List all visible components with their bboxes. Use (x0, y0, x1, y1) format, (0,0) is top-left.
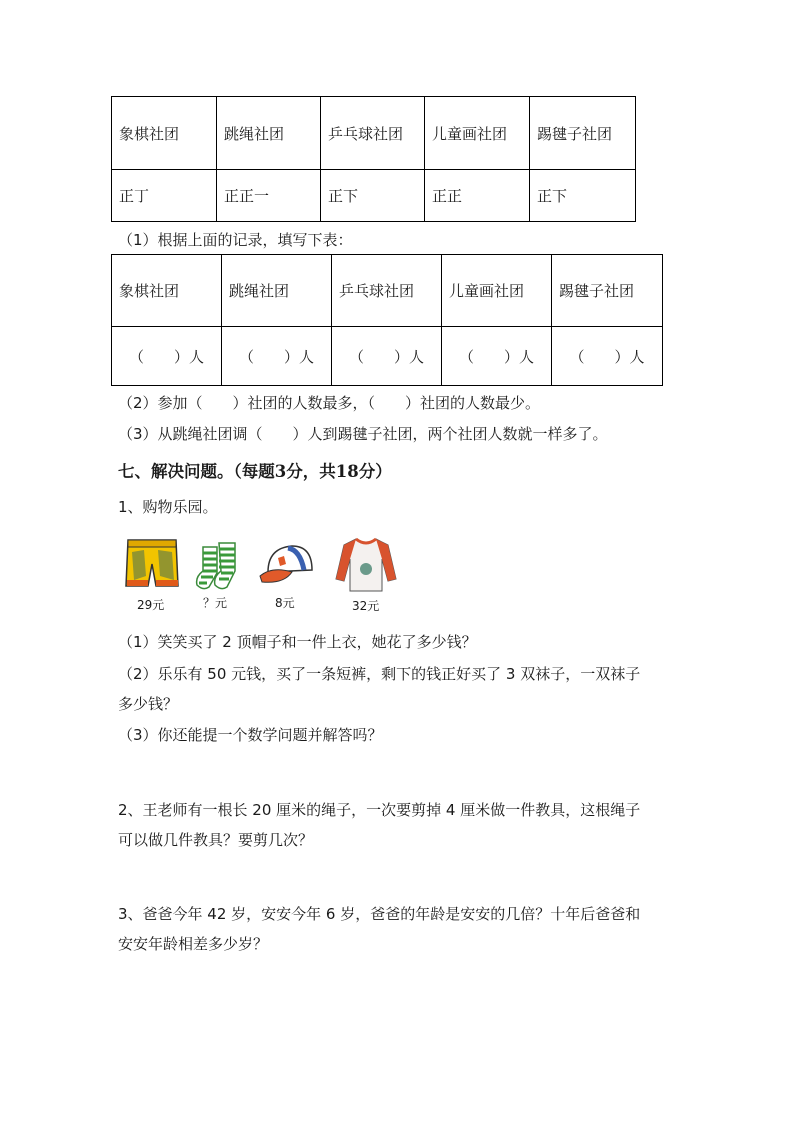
table-cell: 象棋社团 (112, 97, 217, 170)
table-cell: 跳绳社团 (222, 255, 332, 327)
table-cell: 正正 (425, 170, 530, 222)
socks-item (193, 541, 243, 595)
answer-blank[interactable]: （ ）人 (442, 327, 552, 386)
problem-1-title: 1、购物乐园。 (118, 498, 218, 516)
price-label: 8元 (275, 596, 295, 610)
price-label: 29元 (137, 598, 165, 612)
table-cell: 乒乓球社团 (321, 97, 425, 170)
table-cell: 踢毽子社团 (552, 255, 663, 327)
table-cell: 儿童画社团 (425, 97, 530, 170)
price-label: ？元 (203, 596, 228, 610)
answer-blank[interactable]: （ ）人 (332, 327, 442, 386)
problem-1-sub-3: （3）你还能提一个数学问题并解答吗？ (118, 726, 383, 744)
table-cell: 正下 (530, 170, 636, 222)
q1-instruction: （1）根据上面的记录，填写下表： (118, 231, 353, 249)
problem-3-cont: 安安年龄相差多少岁？ (118, 935, 269, 953)
price-label: 32元 (352, 599, 380, 613)
table-cell: 儿童画社团 (442, 255, 552, 327)
cap-icon (258, 542, 316, 588)
shirt-icon (334, 535, 398, 593)
problem-1-sub-1: （1）笑笑买了 2 顶帽子和一件上衣，她花了多少钱？ (118, 633, 477, 651)
table-cell: 正丁 (112, 170, 217, 222)
problem-1-sub-2-cont: 多少钱？ (118, 695, 179, 713)
problem-3: 3、爸爸今年 42 岁，安安今年 6 岁，爸爸的年龄是安安的几倍？十年后爸爸和 (118, 905, 641, 923)
table-cell: 跳绳社团 (217, 97, 321, 170)
question-2: （2）参加（ ）社团的人数最多，（ ）社团的人数最少。 (118, 394, 541, 412)
table-cell: 踢毽子社团 (530, 97, 636, 170)
club-tally-table (111, 96, 636, 222)
question-3: （3）从跳绳社团调（ ）人到踢毽子社团，两个社团人数就一样多了。 (118, 425, 608, 443)
socks-icon (193, 541, 243, 591)
problem-1-sub-2: （2）乐乐有 50 元钱，买了一条短裤，剩下的钱正好买了 3 双袜子，一双袜子 (118, 665, 641, 683)
problem-2: 2、王老师有一根长 20 厘米的绳子，一次要剪掉 4 厘米做一件教具，这根绳子 (118, 801, 641, 819)
shorts-item (124, 536, 180, 596)
shorts-icon (124, 536, 180, 592)
table-cell: 乒乓球社团 (332, 255, 442, 327)
table-cell: 正正一 (217, 170, 321, 222)
shirt-item (334, 535, 398, 597)
answer-blank[interactable]: （ ）人 (222, 327, 332, 386)
cap-item (258, 542, 316, 592)
answer-blank[interactable]: （ ）人 (552, 327, 663, 386)
problem-2-cont: 可以做几件教具？要剪几次？ (118, 831, 314, 849)
club-count-table (111, 254, 663, 386)
answer-blank[interactable]: （ ）人 (112, 327, 222, 386)
table-cell: 正下 (321, 170, 425, 222)
section-7-title: 七、解决问题。（每题3分，共18分） (118, 462, 392, 481)
table-cell: 象棋社团 (112, 255, 222, 327)
